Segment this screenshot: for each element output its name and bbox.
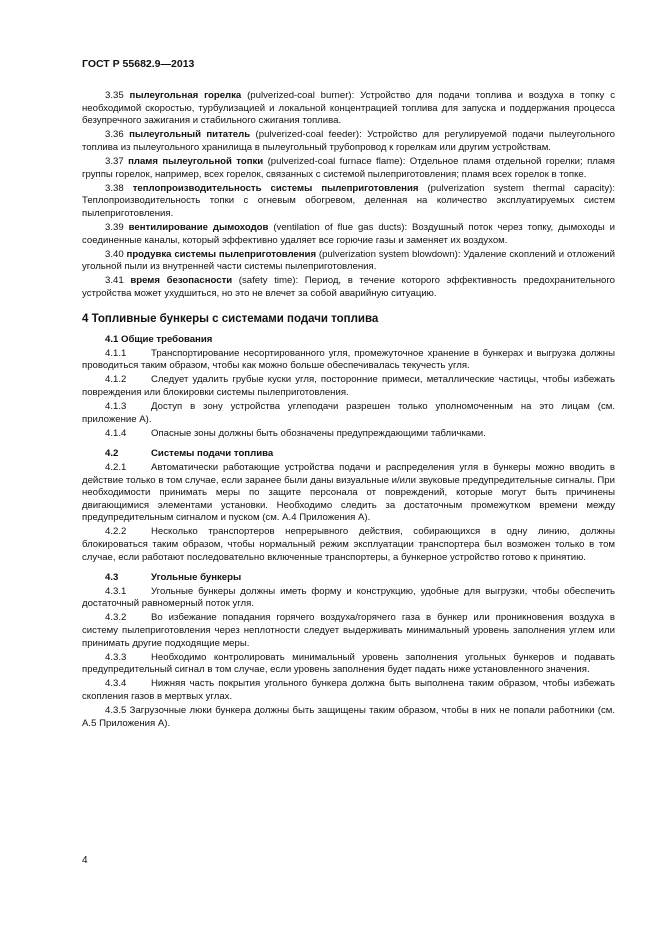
- subsection-number: 4.2: [105, 448, 119, 460]
- definition-3-35: [82, 90, 615, 128]
- clause-text: Во избежание попадания горячего воздуха/горячего газа в бункер или проникновения воздуха в систему пылеприготовления через неплотности следует выдерживать минимальный уровень заполнения углем или принимать другие подходящие меры.: [82, 612, 615, 649]
- definition-3-38: [82, 183, 615, 221]
- definition-term: пылеугольный питатель: [129, 129, 251, 141]
- clause-number: 4.3.5: [105, 705, 127, 717]
- definition-number: 3.35: [105, 90, 124, 101]
- clause-text: Несколько транспортеров непрерывного действия, собирающихся в одну линию, должны блокироваться таким образом, чтобы нормальный режим эксплуатации транспортера был возможен только в том случае, если работают последовательно включенные транспортеры, а бункерное устройство готово к принятию.: [82, 526, 615, 563]
- clause-number: 4.2.1: [105, 461, 127, 473]
- definition-term: время безопасности: [130, 275, 233, 287]
- clause-number: 4.3.1: [105, 585, 127, 597]
- definition-number: 3.36: [105, 129, 124, 141]
- clause-4-2-2: [82, 526, 615, 564]
- clause-number: 4.2.2: [105, 526, 127, 538]
- clause-4-3-4: [82, 678, 615, 703]
- document-body: [82, 90, 615, 732]
- clause-text: Загрузочные люки бункера должны быть защищены таким образом, чтобы в них не попали работники (см. А.5 Приложения А).: [82, 705, 615, 729]
- clause-number: 4.3.3: [105, 651, 127, 663]
- subsection-title: Системы подачи топлива: [151, 448, 274, 460]
- subsection-4-1-heading: 4.1 Общие требования: [105, 334, 213, 346]
- clause-text: Опасные зоны должны быть обозначены предупреждающими табличками.: [151, 427, 486, 439]
- definition-number: 3.37: [105, 155, 124, 167]
- section-4-heading: 4 Топливные бункеры с системами подачи топлива: [82, 312, 379, 325]
- definition-term: продувка системы пылеприготовления: [126, 248, 317, 260]
- subsection-number: 4.3: [105, 572, 119, 584]
- definition-3-36: [82, 129, 615, 154]
- definition-term: теплопроизводительность системы пылеприготовления: [132, 182, 419, 194]
- definition-3-39: [82, 222, 615, 247]
- clause-number: 4.3.4: [105, 678, 127, 690]
- clause-text: Необходимо контролировать минимальный уровень заполнения угольных бункеров и подавать предупредительный сигнал в том случае, если уровень заполнения будет падать ниже установленного значения.: [82, 651, 615, 676]
- definition-3-40: [82, 249, 615, 274]
- clause-4-1-2: [82, 374, 615, 399]
- clause-number: 4.1.3: [105, 401, 127, 413]
- definition-number: 3.39: [105, 221, 124, 233]
- clause-4-3-1: [82, 586, 615, 611]
- definition-term: пылеугольная горелка: [129, 90, 242, 101]
- clause-number: 4.1.1: [105, 347, 127, 359]
- definition-3-37: [82, 156, 615, 181]
- clause-text: Нижняя часть покрытия угольного бункера должна быть выполнена таким образом, чтобы избежать скопления газов в мертвых углах.: [82, 678, 615, 703]
- clause-text: Угольные бункеры должны иметь форму и конструкцию, удобные для выгрузки, чтобы обеспечить достаточный равномерный поток угля.: [82, 585, 615, 610]
- page-number: 4: [82, 855, 88, 866]
- clause-number: 4.1.2: [105, 374, 127, 386]
- clause-text: Транспортирование несортированного угля, промежуточное хранение в бункерах и выгрузка должны проводиться таким образом, чтобы как можно больше обеспечивалась текучесть угля.: [82, 347, 615, 372]
- subsection-4-2-heading: [82, 448, 615, 461]
- definition-text: (ventilation of flue gas ducts): Воздушный поток через топку, дымоходы и соединенные каналы, который эффективно удаляет все горючие газы и заменяет их воздухом.: [82, 221, 615, 246]
- definition-term: пламя пылеугольной топки: [128, 155, 264, 167]
- definition-3-41: [82, 275, 615, 300]
- clause-4-1-4: [82, 428, 615, 441]
- clause-4-3-5: [82, 705, 615, 730]
- definition-number: 3.40: [105, 248, 124, 260]
- definition-text: (safety time): Период, в течение которого эффективность предохранительного устройства может ухудшиться, но это не влечет за собой аварийную ситуацию.: [82, 275, 616, 299]
- definition-text: (pulverized-coal furnace flame): Отдельное пламя отдельной горелки; пламя группы горелок, например, всех горелок, связанных с системой пылеприготовления; пламя всех горелок в топке.: [82, 155, 615, 180]
- definition-term: вентилирование дымоходов: [128, 221, 269, 233]
- definition-text: (pulverization system blowdown): Удаление скоплений и отложений угольной пыли из внутренней части системы пылеприготовления.: [82, 248, 616, 273]
- clause-number: 4.1.4: [105, 427, 127, 439]
- clause-text: Доступ в зону устройства углеподачи разрешен только уполномоченным на это лицам (см. приложение А).: [82, 401, 615, 425]
- subsection-4-3-heading: [82, 572, 615, 585]
- clause-4-3-2: [82, 612, 615, 650]
- clause-text: Автоматически работающие устройства подачи и распределения угля в бункеры можно вводить в действие только в том случае, если заранее были даны визуальные и/или звуковые предупредительные сигналы. При необходимости принимать меры по защите персонала от повреждений, которые могут быть причинены двигающимися элементами установки. Необходимо следить за достаточным промежутком времени между предупредительным сигналом и пуском (см. А.4 Приложения А).: [82, 461, 615, 524]
- definition-text: (pulverized-coal burner): Устройство для подачи топлива и воздуха в топку с необходимой скоростью, турбулизацией и локальной концентрацией топлива для запуска и поддержания процесса безупречного зажигания и стабильного сжигания топлива.: [82, 90, 615, 127]
- document-header: ГОСТ Р 55682.9—2013: [82, 58, 195, 70]
- clause-4-3-3: [82, 652, 615, 677]
- clause-text: Следует удалить грубые куски угля, посторонние примеси, металлические частицы, чтобы избежать повреждения или блокировки системы пылеприготовления.: [82, 374, 615, 398]
- definition-number: 3.38: [105, 182, 124, 194]
- definition-number: 3.41: [105, 275, 124, 287]
- subsection-title: Угольные бункеры: [151, 572, 242, 584]
- clause-4-1-1: [82, 348, 615, 373]
- clause-4-2-1: [82, 462, 615, 525]
- clause-4-1-3: [82, 401, 615, 426]
- clause-number: 4.3.2: [105, 612, 127, 624]
- definition-text: (pulverization system thermal capacity): Теплопроизводительность топки с огневым обогревом, деленная на количество эксплуатируемых систем пылеприготовления.: [82, 182, 615, 219]
- definition-text: (pulverized-coal feeder): Устройство для регулируемой подачи пылеугольного топлива из пылеугольного хранилища в пылеугольный трубопровод к горелкам или другим устройствам.: [82, 129, 615, 153]
